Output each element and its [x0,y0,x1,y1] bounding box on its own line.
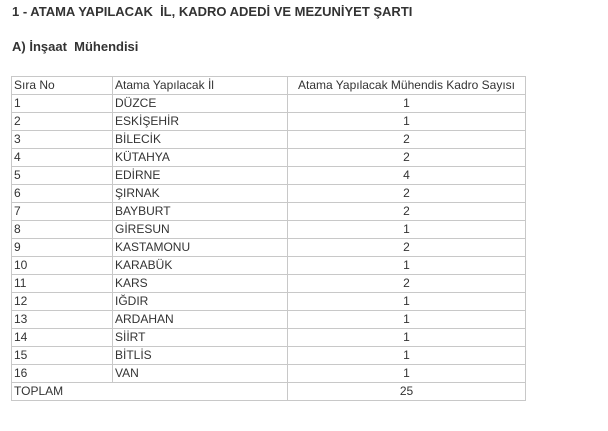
table-header-row [12,77,526,95]
cell-sira-no: 2 [12,113,113,131]
table-row [12,365,526,383]
cell-il: ESKİŞEHİR [113,113,288,131]
table-row [12,329,526,347]
cell-kadro-sayisi: 1 [288,113,526,131]
cell-il: EDİRNE [113,167,288,185]
cell-kadro-sayisi: 1 [288,365,526,383]
cell-sira-no: 16 [12,365,113,383]
cell-il: DÜZCE [113,95,288,113]
cell-sira-no: 3 [12,131,113,149]
cell-kadro-sayisi: 1 [288,293,526,311]
cell-kadro-sayisi: 2 [288,275,526,293]
cell-sira-no: 4 [12,149,113,167]
table-row [12,95,526,113]
cell-il: GİRESUN [113,221,288,239]
cell-il: BİTLİS [113,347,288,365]
table-row [12,311,526,329]
table-row [12,293,526,311]
cell-kadro-sayisi: 2 [288,203,526,221]
total-value: 25 [288,383,526,401]
section-title: A) İnşaat Mühendisi [12,39,139,54]
cell-il: IĞDIR [113,293,288,311]
cell-sira-no: 13 [12,311,113,329]
cell-il: KASTAMONU [113,239,288,257]
cell-sira-no: 12 [12,293,113,311]
header-kadro-sayisi: Atama Yapılacak Mühendis Kadro Sayısı [288,77,526,95]
cell-kadro-sayisi: 4 [288,167,526,185]
cell-kadro-sayisi: 2 [288,131,526,149]
cell-sira-no: 11 [12,275,113,293]
table-row [12,257,526,275]
cell-il: VAN [113,365,288,383]
cell-sira-no: 6 [12,185,113,203]
table-row [12,131,526,149]
table-total-row [12,383,526,401]
cell-il: KARS [113,275,288,293]
cell-kadro-sayisi: 2 [288,149,526,167]
cell-il: KÜTAHYA [113,149,288,167]
cell-il: ARDAHAN [113,311,288,329]
cell-il: ŞIRNAK [113,185,288,203]
table-row [12,347,526,365]
header-sira-no: Sıra No [12,77,113,95]
total-label: TOPLAM [12,383,288,401]
cell-kadro-sayisi: 1 [288,329,526,347]
table-row [12,275,526,293]
cell-il: BAYBURT [113,203,288,221]
cell-kadro-sayisi: 1 [288,257,526,275]
table-row [12,185,526,203]
header-atama-il: Atama Yapılacak İl [113,77,288,95]
table-row [12,239,526,257]
cell-il: BİLECİK [113,131,288,149]
cell-sira-no: 7 [12,203,113,221]
cell-kadro-sayisi: 2 [288,185,526,203]
table-row [12,113,526,131]
cell-kadro-sayisi: 1 [288,95,526,113]
table-body [12,77,526,401]
cell-il: KARABÜK [113,257,288,275]
cell-kadro-sayisi: 1 [288,311,526,329]
table-row [12,203,526,221]
cell-kadro-sayisi: 2 [288,239,526,257]
cell-il: SİİRT [113,329,288,347]
cell-sira-no: 9 [12,239,113,257]
cell-sira-no: 14 [12,329,113,347]
table-row [12,221,526,239]
table-row [12,167,526,185]
cell-sira-no: 8 [12,221,113,239]
assignment-table [11,76,526,401]
cell-kadro-sayisi: 1 [288,221,526,239]
cell-sira-no: 10 [12,257,113,275]
cell-sira-no: 15 [12,347,113,365]
table-row [12,149,526,167]
cell-kadro-sayisi: 1 [288,347,526,365]
cell-sira-no: 5 [12,167,113,185]
document-title: 1 - ATAMA YAPILACAK İL, KADRO ADEDİ VE MEZUNİYET ŞARTI [12,4,413,19]
cell-sira-no: 1 [12,95,113,113]
